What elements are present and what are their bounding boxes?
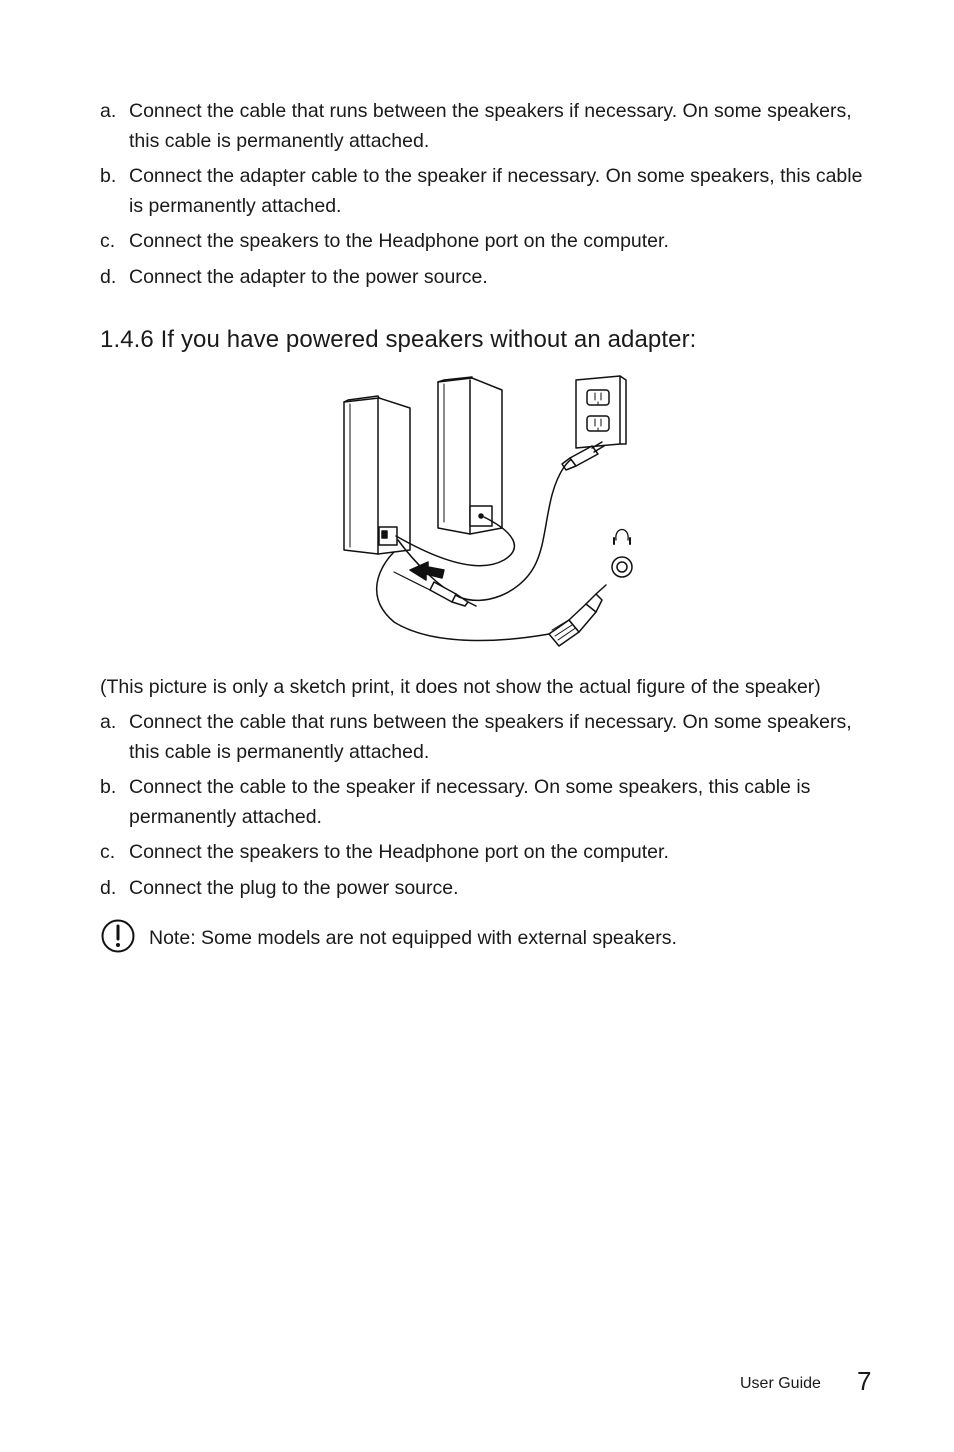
- list-marker: b.: [100, 776, 117, 798]
- list-marker: c.: [100, 230, 116, 252]
- list-marker: d.: [100, 265, 117, 288]
- list-item: [100, 263, 880, 293]
- list-item: [100, 874, 880, 904]
- list-item: [100, 708, 880, 767]
- list-marker: d.: [100, 876, 117, 899]
- note-text: [149, 924, 677, 952]
- list-marker: a.: [100, 711, 117, 733]
- list-item-text: Connect the speakers to the Headphone port on the computer.: [129, 841, 669, 863]
- figure-caption: (This picture is only a sketch print, it does not show the actual figure of the speaker): [100, 676, 821, 698]
- note-body: Some models are not equipped with external speakers.: [195, 927, 677, 949]
- list-item-text: Connect the plug to the power source.: [129, 876, 459, 899]
- list-item-text: Connect the cable that runs between the speakers if necessary. On some speakers, this cable is permanently attached.: [129, 100, 852, 152]
- exclamation-icon: [100, 918, 136, 954]
- list-item: [100, 227, 880, 257]
- list-item-text: Connect the adapter cable to the speaker if necessary. On some speakers, this cable is permanently attached.: [129, 165, 863, 217]
- list-item-text: Connect the speakers to the Headphone port on the computer.: [129, 230, 669, 252]
- note-callout: [100, 916, 860, 956]
- list-marker: c.: [100, 841, 116, 863]
- note-label: Note:: [149, 927, 196, 949]
- section-heading: 1.4.6 If you have powered speakers without an adapter:: [100, 326, 697, 353]
- list-item-text: Connect the cable that runs between the speakers if necessary. On some speakers, this cable is permanently attached.: [129, 711, 852, 763]
- list-item: [100, 162, 880, 221]
- list-item: [100, 97, 880, 156]
- list-item-text: Connect the adapter to the power source.: [129, 265, 488, 288]
- list-marker: b.: [100, 165, 117, 187]
- speakers-connection-illustration: [334, 372, 634, 652]
- steps-list-bottom: [100, 708, 880, 909]
- list-marker: a.: [100, 100, 117, 122]
- list-item-text: Connect the cable to the speaker if necessary. On some speakers, this cable is permanently attached.: [129, 776, 811, 828]
- list-item: [100, 838, 880, 868]
- footer-label: User Guide: [740, 1375, 821, 1392]
- steps-list-top: [100, 97, 880, 298]
- page-number: 7: [857, 1366, 872, 1396]
- list-item: [100, 773, 880, 832]
